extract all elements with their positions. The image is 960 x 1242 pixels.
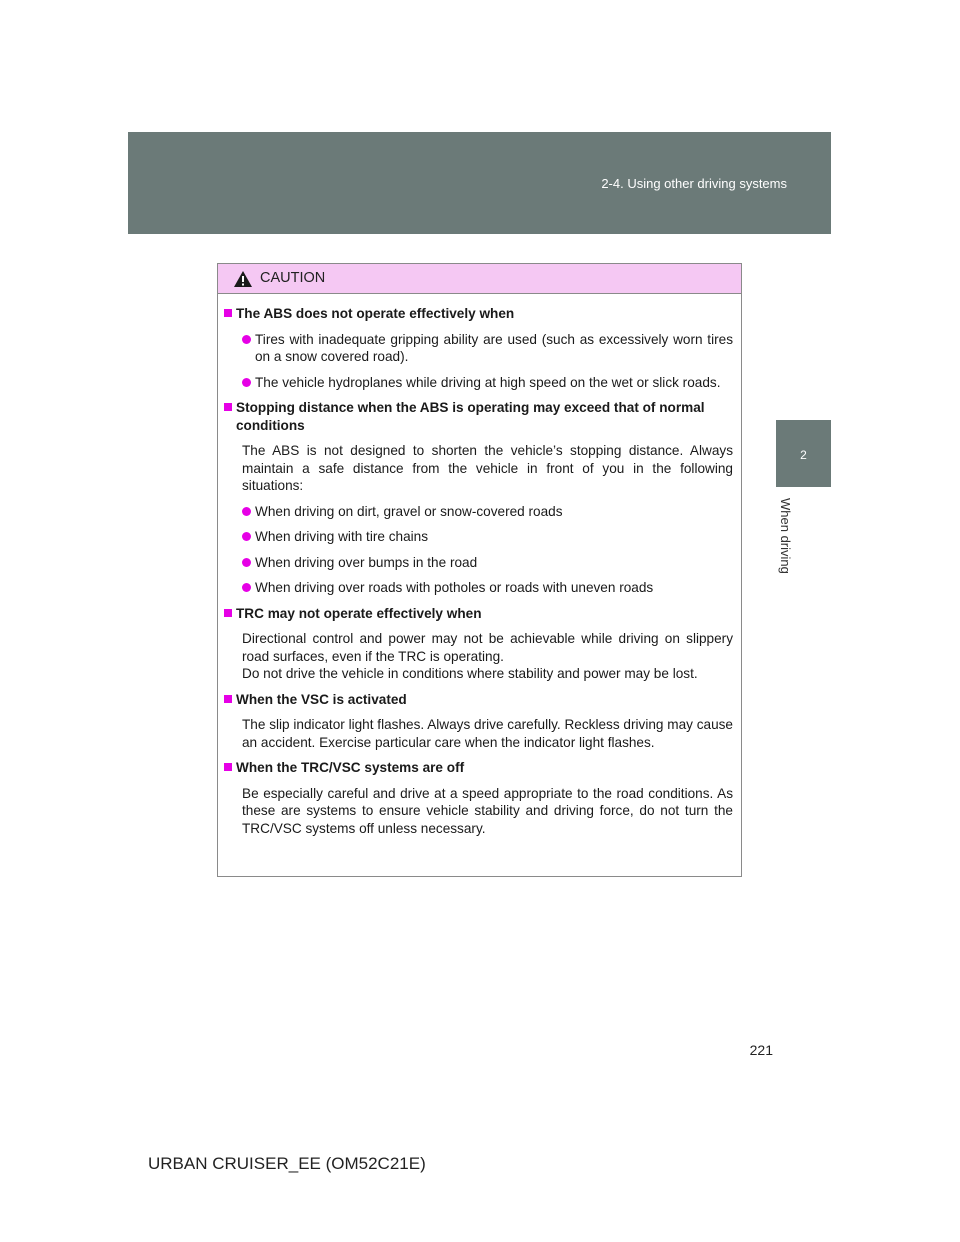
caution-paragraph: The slip indicator light flashes. Always drive carefully. Reckless driving may cause an accident. Exercise particular care when the indicator light flashes. bbox=[242, 717, 733, 750]
round-bullet-icon bbox=[242, 507, 251, 516]
caution-header bbox=[218, 264, 741, 294]
square-bullet-icon bbox=[224, 763, 232, 771]
chapter-number: 2 bbox=[800, 448, 807, 462]
caution-bullet: Tires with inadequate gripping ability are used (such as excessively worn tires on a snow covered road). bbox=[224, 331, 737, 366]
caution-bullet: When driving with tire chains bbox=[224, 528, 737, 546]
caution-paragraph: Do not drive the vehicle in conditions where stability and power may be lost. bbox=[242, 666, 698, 681]
round-bullet-icon bbox=[242, 378, 251, 387]
chapter-label: When driving bbox=[778, 498, 793, 574]
caution-body bbox=[218, 294, 741, 837]
square-bullet-icon bbox=[224, 609, 232, 617]
caution-bullet: When driving over roads with potholes or roads with uneven roads bbox=[224, 579, 737, 597]
page-number: 221 bbox=[749, 1042, 773, 1058]
round-bullet-icon bbox=[242, 532, 251, 541]
footer-model: URBAN CRUISER_EE (OM52C21E) bbox=[148, 1154, 426, 1173]
square-bullet-icon bbox=[224, 695, 232, 703]
caution-bullet: When driving over bumps in the road bbox=[224, 554, 737, 572]
chapter-label-container bbox=[764, 498, 804, 618]
caution-heading: TRC may not operate effectively when bbox=[224, 605, 737, 623]
caution-paragraph: Be especially careful and drive at a speed appropriate to the road conditions. As these are systems to ensure vehicle stability and driving force, do not turn the TRC/VSC systems off unless necessary. bbox=[242, 785, 733, 836]
warning-triangle-icon bbox=[233, 270, 253, 288]
square-bullet-icon bbox=[224, 403, 232, 411]
caution-bullet: The vehicle hydroplanes while driving at high speed on the wet or slick roads. bbox=[224, 374, 737, 392]
caution-heading: The ABS does not operate effectively when bbox=[224, 305, 737, 323]
caution-paragraph: Directional control and power may not be achievable while driving on slippery road surfaces, even if the TRC is operating. bbox=[242, 631, 733, 664]
caution-heading: When the VSC is activated bbox=[224, 691, 737, 709]
round-bullet-icon bbox=[242, 558, 251, 567]
chapter-tab bbox=[776, 420, 831, 487]
caution-heading: Stopping distance when the ABS is operating may exceed that of normal conditions bbox=[224, 399, 737, 434]
section-title: 2-4. Using other driving systems bbox=[601, 176, 787, 191]
square-bullet-icon bbox=[224, 309, 232, 317]
caution-box bbox=[217, 263, 742, 877]
caution-title: CAUTION bbox=[260, 270, 326, 286]
caution-bullet: When driving on dirt, gravel or snow-covered roads bbox=[224, 503, 737, 521]
round-bullet-icon bbox=[242, 583, 251, 592]
caution-paragraph: The ABS is not designed to shorten the vehicle’s stopping distance. Always maintain a safe distance from the vehicle in front of you in the following situations: bbox=[242, 443, 733, 493]
caution-heading: When the TRC/VSC systems are off bbox=[224, 759, 737, 777]
header-band bbox=[128, 132, 831, 234]
round-bullet-icon bbox=[242, 335, 251, 344]
